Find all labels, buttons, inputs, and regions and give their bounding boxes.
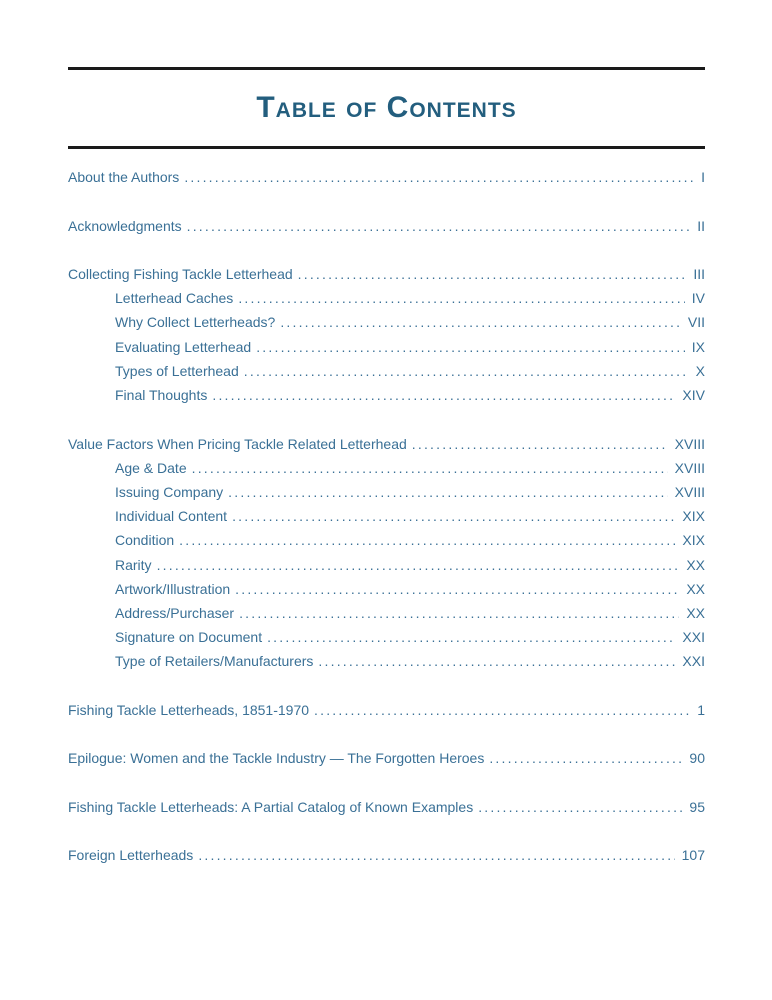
toc-entry-page: XXI bbox=[682, 653, 705, 670]
toc-entry bbox=[68, 165, 705, 189]
dot-leader bbox=[232, 504, 675, 528]
dot-leader bbox=[179, 528, 675, 552]
dot-leader bbox=[267, 625, 675, 649]
dot-leader bbox=[244, 359, 689, 383]
dot-leader bbox=[184, 165, 694, 189]
toc-entry bbox=[68, 746, 705, 770]
dot-leader bbox=[412, 432, 668, 456]
dot-leader bbox=[157, 553, 680, 577]
toc-entry bbox=[68, 456, 705, 480]
toc-entry-label: Epilogue: Women and the Tackle Industry — The Forgotten Heroes bbox=[68, 750, 485, 767]
toc-group bbox=[68, 262, 705, 407]
toc-entry-label: Rarity bbox=[115, 556, 152, 573]
bottom-rule bbox=[68, 146, 705, 149]
toc-entry-page: 95 bbox=[689, 798, 705, 815]
toc-group bbox=[68, 432, 705, 674]
toc-entry-label: Fishing Tackle Letterheads, 1851-1970 bbox=[68, 701, 310, 718]
toc-entry-page: XX bbox=[686, 580, 705, 597]
dot-leader bbox=[228, 480, 667, 504]
toc-entry bbox=[68, 335, 705, 359]
toc-entry bbox=[68, 286, 705, 310]
toc-group bbox=[68, 843, 705, 867]
toc-entry-page: I bbox=[701, 169, 705, 185]
toc-entry-label: Value Factors When Pricing Tackle Related Letterhead bbox=[68, 435, 407, 452]
toc-entry-page: XXI bbox=[682, 629, 705, 646]
toc-entry-label: Why Collect Letterheads? bbox=[115, 314, 276, 331]
content-column bbox=[0, 67, 772, 868]
dot-leader bbox=[298, 262, 687, 286]
toc-entry-label: Letterhead Caches bbox=[115, 290, 234, 307]
dot-leader bbox=[212, 383, 675, 407]
toc-group bbox=[68, 746, 705, 770]
toc-entry-label: Signature on Document bbox=[115, 629, 263, 646]
toc-entry bbox=[68, 359, 705, 383]
toc-entry-page: XVIII bbox=[674, 483, 705, 500]
toc-entry bbox=[68, 601, 705, 625]
toc-entry-label: Evaluating Letterhead bbox=[115, 338, 252, 355]
toc-entry-label: Final Thoughts bbox=[115, 387, 208, 404]
toc-entry-label: Foreign Letterheads bbox=[68, 847, 194, 864]
dot-leader bbox=[192, 456, 668, 480]
dot-leader bbox=[198, 843, 674, 867]
toc-entry-page: XVIII bbox=[674, 459, 705, 476]
toc-entry-label: Condition bbox=[115, 532, 175, 549]
toc-entry-label: Fishing Tackle Letterheads: A Partial Catalog of Known Examples bbox=[68, 798, 474, 815]
toc-entry-page: 1 bbox=[697, 701, 705, 718]
toc-entry-page: IV bbox=[691, 290, 705, 307]
toc-entry bbox=[68, 383, 705, 407]
toc-entry-page: 107 bbox=[681, 847, 705, 864]
toc bbox=[68, 165, 705, 868]
toc-entry-page: IX bbox=[691, 338, 705, 355]
toc-group bbox=[68, 214, 705, 238]
toc-entry-label: Types of Letterhead bbox=[115, 362, 239, 379]
toc-entry bbox=[68, 504, 705, 528]
toc-entry bbox=[68, 625, 705, 649]
toc-entry bbox=[68, 649, 705, 673]
toc-entry-label: Individual Content bbox=[115, 508, 228, 525]
toc-entry bbox=[68, 432, 705, 456]
toc-entry-label: Artwork/Illustration bbox=[115, 580, 231, 597]
toc-entry bbox=[68, 262, 705, 286]
toc-entry-page: VII bbox=[687, 314, 705, 331]
toc-entry-page: XIX bbox=[682, 508, 705, 525]
toc-entry bbox=[68, 310, 705, 334]
dot-leader bbox=[489, 746, 682, 770]
dot-leader bbox=[314, 698, 690, 722]
toc-group bbox=[68, 698, 705, 722]
dot-leader bbox=[256, 335, 685, 359]
toc-group bbox=[68, 795, 705, 819]
toc-entry bbox=[68, 214, 705, 238]
toc-entry-label: Collecting Fishing Tackle Letterhead bbox=[68, 266, 293, 282]
dot-leader bbox=[478, 795, 682, 819]
toc-entry-label: Type of Retailers/Manufacturers bbox=[115, 653, 314, 670]
toc-group bbox=[68, 165, 705, 189]
toc-entry bbox=[68, 553, 705, 577]
dot-leader bbox=[235, 577, 679, 601]
toc-entry-label: Address/Purchaser bbox=[115, 604, 235, 621]
toc-entry bbox=[68, 528, 705, 552]
toc-entry-page: XX bbox=[686, 556, 705, 573]
page-title: Table of Contents bbox=[256, 91, 517, 124]
toc-entry bbox=[68, 480, 705, 504]
toc-entry bbox=[68, 577, 705, 601]
toc-entry-page: XIV bbox=[682, 387, 705, 404]
toc-entry-label: Issuing Company bbox=[115, 483, 224, 500]
toc-entry-page: 90 bbox=[689, 750, 705, 767]
dot-leader bbox=[280, 310, 681, 334]
dot-leader bbox=[238, 286, 684, 310]
toc-entry bbox=[68, 698, 705, 722]
toc-entry-page: X bbox=[695, 362, 705, 379]
dot-leader bbox=[239, 601, 679, 625]
toc-entry bbox=[68, 795, 705, 819]
dot-leader bbox=[318, 649, 675, 673]
toc-entry-label: Acknowledgments bbox=[68, 217, 182, 234]
toc-entry-label: Age & Date bbox=[115, 459, 187, 476]
dot-leader bbox=[187, 214, 691, 238]
toc-entry-label: About the Authors bbox=[68, 169, 180, 185]
toc-entry-page: III bbox=[693, 266, 705, 282]
toc-entry-page: XIX bbox=[682, 532, 705, 549]
toc-entry bbox=[68, 843, 705, 867]
toc-entry-page: II bbox=[697, 217, 705, 234]
toc-entry-page: XVIII bbox=[674, 435, 705, 452]
toc-entry-page: XX bbox=[686, 604, 705, 621]
